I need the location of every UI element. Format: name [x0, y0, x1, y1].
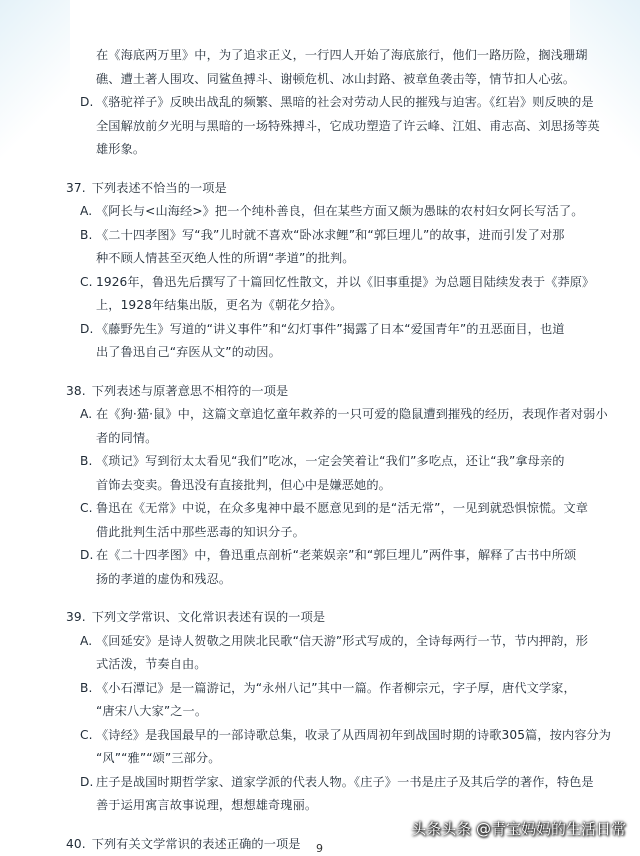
option-text: 1926年，鲁迅先后撰写了十篇回忆性散文，并以《旧事重提》为总题目陆续发表于《莽原》: [96, 275, 594, 289]
option-b: [66, 677, 586, 724]
question-number: 39.: [66, 610, 86, 624]
option-text: 《藤野先生》写道的“讲义事件”和“幻灯事件”揭露了日本“爱国青年”的丑恶面目，也道: [96, 322, 565, 336]
question-text: 下列文学常识、文化常识表述有误的一项是: [92, 610, 325, 624]
question-number: 40.: [66, 837, 86, 851]
option-text-continued: 出了鲁迅自己“弃医从文”的动因。: [66, 341, 586, 365]
option-label: D.: [80, 91, 93, 115]
option-text: 《阿长与<山海经>》把一个纯朴善良，但在某些方面又颇为愚昧的农村妇女阿长写活了。: [96, 204, 584, 218]
option-text-continued: 借此批判生活中那些恶毒的知识分子。: [66, 521, 586, 545]
option-label: D.: [80, 544, 93, 568]
option-text-continued: 者的同情。: [66, 427, 586, 451]
option-text-continued: 善于运用寓言故事说理，想想雄奇瑰丽。: [66, 794, 586, 818]
option-a: [66, 200, 586, 224]
exam-page-content: [66, 44, 586, 856]
question-text: 下列表述不恰当的一项是: [92, 181, 227, 195]
option-label: D.: [80, 318, 93, 342]
question-37: [66, 177, 586, 365]
page-number: 9: [316, 842, 323, 855]
watermark: 头条头条 @青宝妈妈的生活日常: [411, 818, 626, 839]
option-text: 鲁迅在《无常》中说，在众多鬼神中最不愿意见到的是“活无常”，一见到就恐惧惊慌。文章: [96, 501, 588, 515]
option-a: [66, 630, 586, 677]
option-text-continued: 式活泼，节奏自由。: [66, 653, 586, 677]
option-text: 《骆驼祥子》反映出战乱的频繁、黑暗的社会对劳动人民的摧残与迫害。《红岩》则反映的是: [96, 95, 594, 109]
option-d: [66, 771, 586, 818]
option-label: B.: [80, 677, 92, 701]
option-text: 《回延安》是诗人贺敬之用陕北民歌“信天游”形式写成的，全诗每两行一节，节内押韵，形: [96, 634, 588, 648]
option-text-continued: 首饰去变卖。鲁迅没有直接批判，但心中是嫌恶她的。: [66, 474, 586, 498]
option-text: 《小石潭记》是一篇游记，为“永州八记”其中一篇。作者柳宗元，字子厚，唐代文学家，: [96, 681, 576, 695]
option-text-continued: 种不顾人情甚至灭绝人性的所谓“孝道”的批判。: [66, 247, 586, 271]
option-text: 《诗经》是我国最早的一部诗歌总集，收录了从西周初年到战国时期的诗歌305篇，按内容分为: [96, 728, 611, 742]
question-38: [66, 380, 586, 592]
option-text-continued: “唐宋八大家”之一。: [66, 700, 586, 724]
option-text-continued: 雄形象。: [66, 138, 586, 162]
option-label: D.: [80, 771, 93, 795]
q36-c-continuation-line-2: 礁、遭土著人围攻、同鲨鱼搏斗、谢顿危机、冰山封路、被章鱼袭击等，情节扣人心弦。: [66, 68, 586, 92]
option-d: [66, 544, 586, 591]
option-text: 庄子是战国时期哲学家、道家学派的代表人物。《庄子》一书是庄子及其后学的著作，特色是: [96, 775, 594, 789]
option-label: C.: [80, 497, 93, 521]
question-text: 下列有关文学常识的表述正确的一项是: [92, 837, 301, 851]
option-d: [66, 318, 586, 365]
question-number: 38.: [66, 384, 86, 398]
option-c: [66, 724, 586, 771]
question-stem: [66, 606, 586, 630]
option-text: 在《二十四孝图》中，鲁迅重点剖析“老莱娱亲”和“郭巨埋儿”两件事，解释了古书中所颂: [96, 548, 576, 562]
option-text-continued: 全国解放前夕光明与黑暗的一场特殊搏斗，它成功塑造了许云峰、江姐、甫志高、刘思扬等英: [66, 115, 586, 139]
option-text: 在《狗·猫·鼠》中，这篇文章追忆童年救养的一只可爱的隐鼠遭到摧残的经历，表现作者对弱小: [96, 407, 608, 421]
option-text-continued: 扬的孝道的虚伪和残忍。: [66, 568, 586, 592]
option-label: C.: [80, 724, 93, 748]
option-c: [66, 271, 586, 318]
option-label: A.: [80, 403, 92, 427]
page-corner-decoration-left: [0, 0, 70, 160]
option-text: 《琐记》写到衍太太看见“我们”吃冰，一定会笑着让“我们”多吃点，还让“我”拿母亲的: [96, 454, 565, 468]
option-label: A.: [80, 200, 92, 224]
option-b: [66, 450, 586, 497]
option-a: [66, 403, 586, 450]
question-39: [66, 606, 586, 818]
option-b: [66, 224, 586, 271]
option-c: [66, 497, 586, 544]
q36-c-continuation-line-1: 在《海底两万里》中，为了追求正义，一行四人开始了海底旅行，他们一路历险，搁浅珊瑚: [66, 44, 586, 68]
option-label: C.: [80, 271, 93, 295]
q36-option-d: [66, 91, 586, 162]
option-label: B.: [80, 450, 92, 474]
question-stem: [66, 380, 586, 404]
question-stem: [66, 177, 586, 201]
option-label: A.: [80, 630, 92, 654]
option-text: 《二十四孝图》写“我”儿时就不喜欢“卧冰求鲤”和“郭巨埋儿”的故事，进而引发了对那: [96, 228, 565, 242]
question-text: 下列表述与原著意思不相符的一项是: [92, 384, 289, 398]
question-number: 37.: [66, 181, 86, 195]
option-text-continued: “风”“雅”“颂”三部分。: [66, 747, 586, 771]
option-label: B.: [80, 224, 92, 248]
option-text-continued: 上，1928年结集出版，更名为《朝花夕拾》。: [66, 294, 586, 318]
